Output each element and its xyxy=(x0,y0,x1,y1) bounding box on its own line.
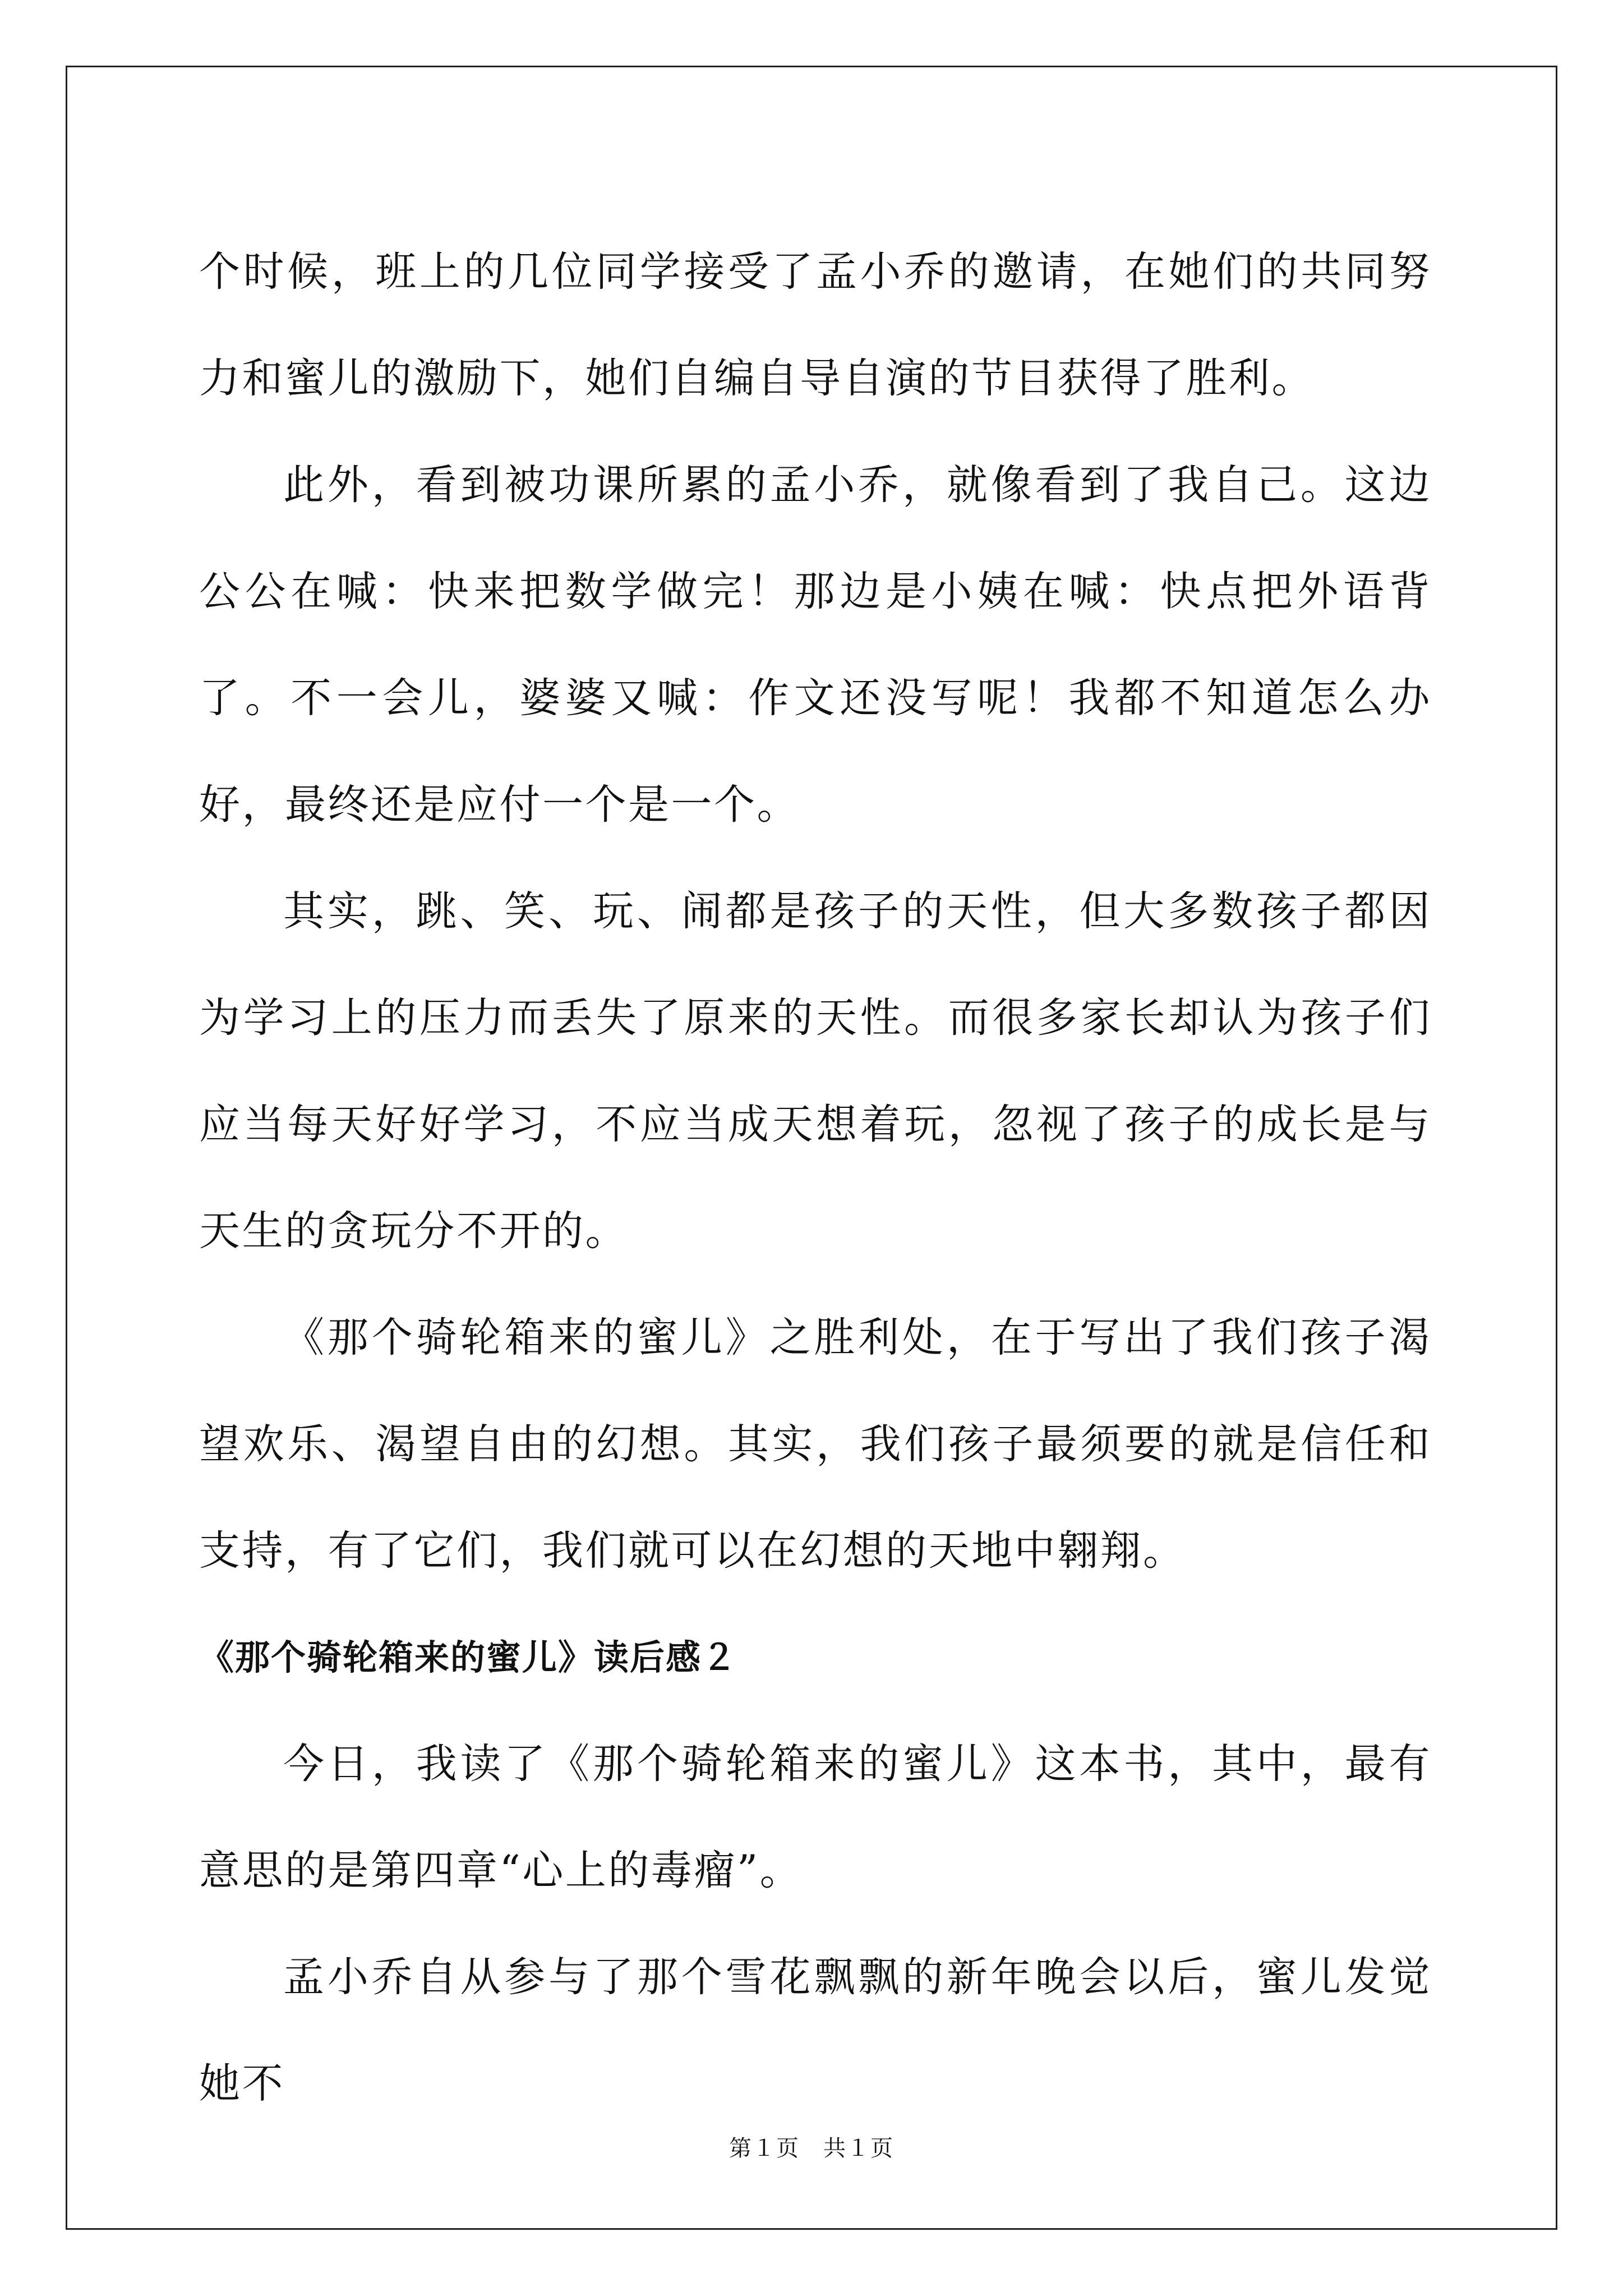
paragraph-2: 此外，看到被功课所累的孟小乔，就像看到了我自己。这边公公在喊：快来把数学做完！那边是小姨在喊：快点把外语背了。不一会儿，婆婆又喊：作文还没写呢！我都不知道怎么办好，最终还是应付一个是一个。 xyxy=(199,461,1432,829)
paragraph-5: 今日，我读了《那个骑轮箱来的蜜儿》这本书，其中，最有意思的是第四章“心上的毒瘤”。 xyxy=(199,1740,1432,1894)
document-body xyxy=(199,219,1432,2137)
section-heading: 《那个骑轮箱来的蜜儿》读后感２ xyxy=(199,1637,738,1678)
paragraph-6: 孟小乔自从参与了那个雪花飘飘的新年晚会以后，蜜儿发觉她不 xyxy=(199,1953,1432,2108)
paragraph-1: 个时候，班上的几位同学接受了孟小乔的邀请，在她们的共同努力和蜜儿的激励下，她们自编自导自演的节目获得了胜利。 xyxy=(199,248,1432,402)
paragraph-3: 其实，跳、笑、玩、闹都是孩子的天性，但大多数孩子都因为学习上的压力而丢失了原来的天性。而很多家长却认为孩子们应当每天好好学习，不应当成天想着玩，忽视了孩子的成长是与天生的贪玩分不开的。 xyxy=(199,887,1432,1255)
page-footer: 第１页 共１页 xyxy=(729,2136,894,2161)
paragraph-4: 《那个骑轮箱来的蜜儿》之胜利处，在于写出了我们孩子渴望欢乐、渴望自由的幻想。其实，我们孩子最须要的就是信任和支持，有了它们，我们就可以在幻想的天地中翱翔。 xyxy=(199,1314,1432,1575)
